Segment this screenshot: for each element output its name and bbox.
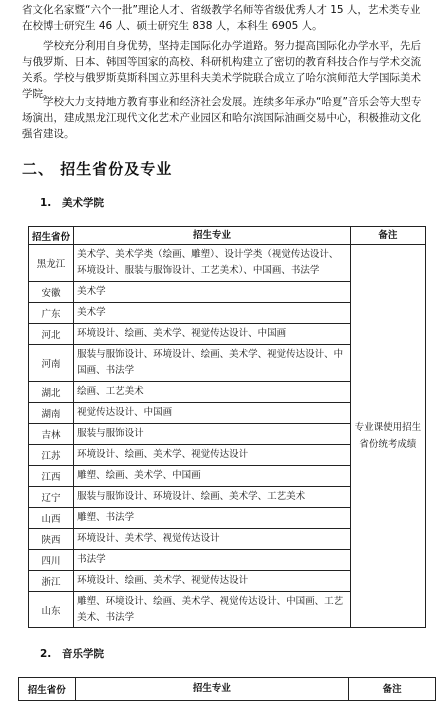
fine-arts-enrollment-table bbox=[28, 226, 426, 628]
majors-cell: 视觉传达设计、中国画 bbox=[74, 403, 351, 424]
intro-paragraph-3: 学校大力支持地方教育事业和经济社会发展。连续多年承办“哈夏”音乐会等大型专场演出，建成黑龙江现代文化艺术产业园区和哈尔滨国际油画交易中心，积极推动文化强省建设。 bbox=[22, 96, 422, 140]
intro-paragraph-1: 省文化名家暨“六个一批”理论人才、省级教学名师等省级优秀人才 15 人，艺术类专业在校博士研究生 46 人、硕士研究生 838 人，本科生 6905 人。 bbox=[22, 4, 421, 32]
table-body bbox=[29, 245, 426, 628]
majors-cell: 服装与服饰设计、环境设计、绘画、美术学、工艺美术 bbox=[74, 487, 351, 508]
majors-cell: 服装与服饰设计 bbox=[74, 424, 351, 445]
header-note: 备注 bbox=[350, 227, 425, 245]
college-heading-fine-arts bbox=[40, 195, 104, 210]
province-cell: 辽宁 bbox=[29, 487, 74, 508]
majors-cell: 环境设计、绘画、美术学、视觉传达设计 bbox=[74, 445, 351, 466]
province-cell: 黑龙江 bbox=[29, 245, 74, 282]
header-major: 招生专业 bbox=[75, 678, 349, 701]
header-note: 备注 bbox=[349, 678, 436, 701]
majors-cell: 雕塑、绘画、美术学、中国画 bbox=[74, 466, 351, 487]
header-major: 招生专业 bbox=[74, 227, 351, 245]
province-cell: 陕西 bbox=[29, 529, 74, 550]
header-province: 招生省份 bbox=[19, 678, 76, 701]
college-heading-music bbox=[40, 646, 104, 661]
province-cell: 广东 bbox=[29, 303, 74, 324]
majors-cell: 书法学 bbox=[74, 550, 351, 571]
province-cell: 安徽 bbox=[29, 282, 74, 303]
province-cell: 河北 bbox=[29, 324, 74, 345]
majors-cell: 雕塑、书法学 bbox=[74, 508, 351, 529]
table-row bbox=[29, 245, 426, 282]
province-cell: 浙江 bbox=[29, 571, 74, 592]
province-cell: 湖南 bbox=[29, 403, 74, 424]
majors-cell: 环境设计、美术学、视觉传达设计 bbox=[74, 529, 351, 550]
province-cell: 江西 bbox=[29, 466, 74, 487]
province-cell: 河南 bbox=[29, 345, 74, 382]
majors-cell: 美术学、美术学类（绘画、雕塑）、设计学类（视觉传达设计、环境设计、服装与服饰设计、工艺美术）、中国画、书法学 bbox=[74, 245, 351, 282]
province-cell: 湖北 bbox=[29, 382, 74, 403]
college-number: 2. bbox=[40, 648, 52, 660]
province-cell: 山西 bbox=[29, 508, 74, 529]
music-enrollment-table bbox=[18, 677, 436, 701]
college-name: 美术学院 bbox=[62, 197, 104, 209]
college-number: 1. bbox=[40, 197, 52, 209]
header-province: 招生省份 bbox=[29, 227, 74, 245]
majors-cell: 绘画、工艺美术 bbox=[74, 382, 351, 403]
intro-paragraph-2: 学校充分利用自身优势，坚持走国际化办学道路。努力提高国际化办学水平，先后与俄罗斯、日本、韩国等国家的高校、科研机构建立了密切的教育科技合作与学术交流关系。学校与俄罗斯莫斯科国立苏里科夫美术学院联合成立了哈尔滨师范大学国际美术学院。 bbox=[22, 40, 421, 100]
majors-cell: 服装与服饰设计、环境设计、绘画、美术学、视觉传达设计、中国画、书法学 bbox=[74, 345, 351, 382]
note-cell: 专业课使用招生省份统考成绩 bbox=[350, 245, 425, 628]
majors-cell: 美术学 bbox=[74, 282, 351, 303]
section-heading: 二、 招生省份及专业 bbox=[22, 160, 173, 178]
majors-cell: 环境设计、绘画、美术学、视觉传达设计、中国画 bbox=[74, 324, 351, 345]
majors-cell: 美术学 bbox=[74, 303, 351, 324]
table-header-row bbox=[29, 227, 426, 245]
province-cell: 吉林 bbox=[29, 424, 74, 445]
college-name: 音乐学院 bbox=[62, 648, 104, 660]
province-cell: 江苏 bbox=[29, 445, 74, 466]
table-header-row bbox=[19, 678, 436, 701]
majors-cell: 雕塑、环境设计、绘画、美术学、视觉传达设计、中国画、工艺美术、书法学 bbox=[74, 592, 351, 628]
majors-cell: 环境设计、绘画、美术学、视觉传达设计 bbox=[74, 571, 351, 592]
province-cell: 山东 bbox=[29, 592, 74, 628]
province-cell: 四川 bbox=[29, 550, 74, 571]
